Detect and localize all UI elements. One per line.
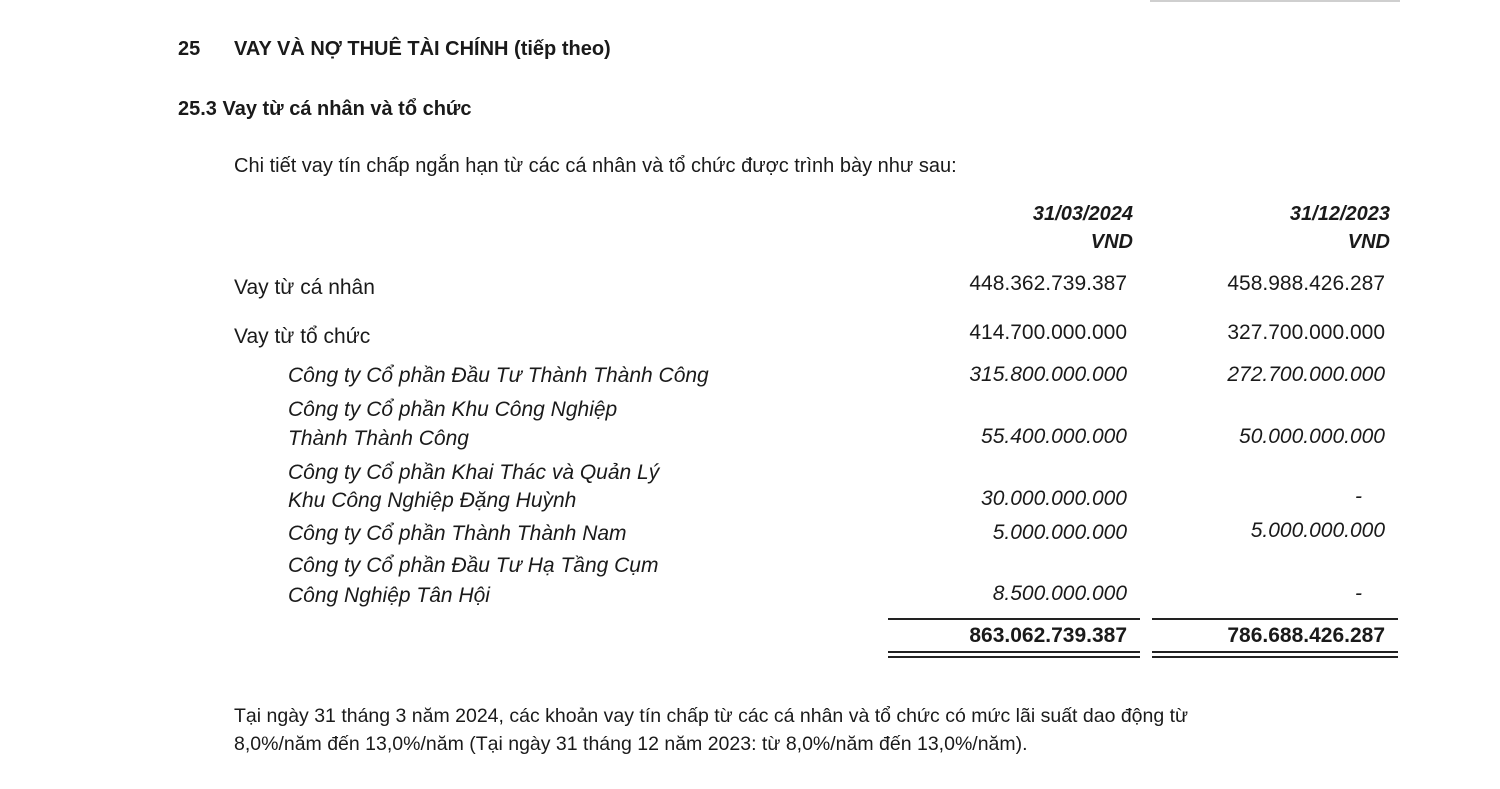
total-double-rule-2a	[1152, 651, 1398, 653]
row-label-individuals: Vay từ cá nhân	[234, 276, 375, 299]
note-line-1: Tại ngày 31 tháng 3 năm 2024, các khoản vay tín chấp từ các cá nhân và tổ chức có mức lãi suất dao động từ	[234, 705, 1189, 727]
sub-row-value-2024: 5.000.000.000	[992, 521, 1127, 544]
total-double-rule-1b	[888, 656, 1140, 658]
sub-row-value-2023: 50.000.000.000	[1239, 425, 1385, 448]
sub-row-label-continued: Thành Thành Công	[288, 427, 469, 450]
sub-row-label-continued: Công Nghiệp Tân Hội	[288, 584, 490, 607]
total-double-rule-2b	[1152, 656, 1398, 658]
sub-row-label: Công ty Cổ phần Đầu Tư Hạ Tầng Cụm	[288, 554, 659, 577]
total-double-rule-1a	[888, 651, 1140, 653]
section-title: VAY VÀ NỢ THUÊ TÀI CHÍNH (tiếp theo)	[234, 38, 611, 60]
sub-row-value-2024: 55.400.000.000	[981, 425, 1127, 448]
column-header-unit-1: VND	[1090, 231, 1133, 253]
row-value-organizations-2023: 327.700.000.000	[1227, 321, 1385, 344]
sub-row-value-2024: 8.500.000.000	[992, 582, 1127, 605]
row-label-organizations: Vay từ tổ chức	[234, 325, 371, 348]
column-header-date-1: 31/03/2024	[1032, 203, 1133, 225]
row-value-individuals-2024: 448.362.739.387	[969, 272, 1127, 295]
row-value-individuals-2023: 458.988.426.287	[1227, 272, 1385, 295]
scan-mark	[1150, 0, 1400, 2]
sub-row-label: Công ty Cổ phần Đầu Tư Thành Thành Công	[288, 364, 709, 387]
total-2023: 786.688.426.287	[1227, 624, 1385, 647]
sub-row-value-2023: 5.000.000.000	[1250, 519, 1385, 542]
sub-row-label-continued: Khu Công Nghiệp Đặng Huỳnh	[288, 489, 577, 512]
total-top-rule-2	[1152, 618, 1398, 620]
sub-row-value-2024: 315.800.000.000	[969, 363, 1127, 386]
section-number: 25	[178, 38, 201, 60]
subsection-title: 25.3 Vay từ cá nhân và tổ chức	[178, 98, 472, 120]
sub-row-value-2023: -	[1355, 582, 1362, 605]
sub-row-value-2023: 272.700.000.000	[1227, 363, 1385, 386]
sub-row-value-2023: -	[1355, 485, 1362, 508]
note-line-2: 8,0%/năm đến 13,0%/năm (Tại ngày 31 tháng 12 năm 2023: từ 8,0%/năm đến 13,0%/năm).	[234, 733, 1028, 755]
sub-row-label: Công ty Cổ phần Khai Thác và Quản Lý	[288, 461, 660, 484]
total-2024: 863.062.739.387	[969, 624, 1127, 647]
sub-row-label: Công ty Cổ phần Thành Thành Nam	[288, 522, 627, 545]
column-header-unit-2: VND	[1347, 231, 1390, 253]
total-top-rule-1	[888, 618, 1140, 620]
column-header-date-2: 31/12/2023	[1289, 203, 1390, 225]
intro-text: Chi tiết vay tín chấp ngắn hạn từ các cá nhân và tổ chức được trình bày như sau:	[234, 155, 957, 177]
sub-row-value-2024: 30.000.000.000	[981, 487, 1127, 510]
row-value-organizations-2024: 414.700.000.000	[969, 321, 1127, 344]
sub-row-label: Công ty Cổ phần Khu Công Nghiệp	[288, 398, 618, 421]
